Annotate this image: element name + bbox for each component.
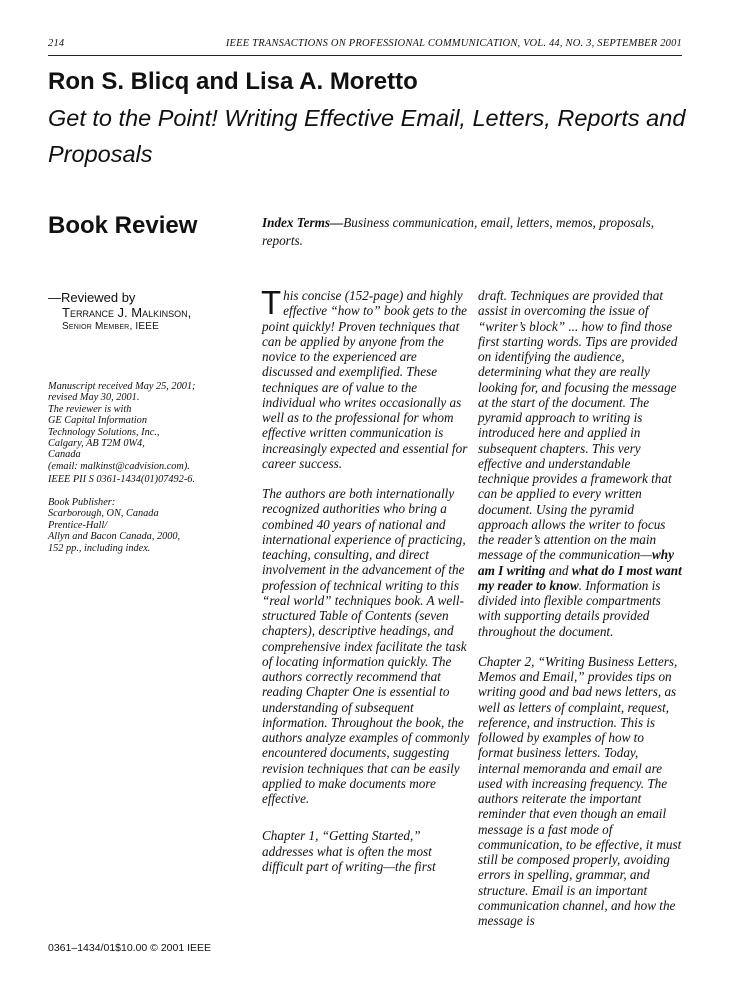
reviewer-role: Senior Member, IEEE — [62, 321, 159, 332]
manuscript-line: Calgary, AB T2M 0W4, — [48, 438, 145, 450]
emphasis-why-writing: why am I writing — [478, 547, 674, 578]
section-title: Book Review — [48, 212, 198, 239]
emphasis-reader-know: what do I most want my reader to know — [478, 562, 682, 593]
index-terms-text: Business communication, email, letters, memos, proposals, reports. — [262, 215, 655, 248]
manuscript-line: The reviewer is with — [48, 403, 132, 415]
pyramid-text-c: . Information is divided into flexible compartments with supporting details provided throughout the document. — [478, 577, 661, 639]
body-column-right — [478, 288, 682, 928]
paragraph-pyramid — [478, 288, 682, 639]
drop-cap: T — [261, 284, 282, 321]
publisher-info — [48, 497, 248, 554]
manuscript-line: Canada — [48, 449, 81, 461]
index-terms-label: Index Terms— — [262, 215, 344, 230]
reviewer-name: Terrance J. Malkinson, — [62, 305, 192, 320]
publisher-line: Scarborough, ON, Canada — [48, 508, 159, 520]
manuscript-line: (email: malkinst@cadvision.com). — [48, 460, 190, 472]
publisher-line: Book Publisher: — [48, 497, 116, 508]
footer-copyright: 0361–1434/01$10.00 © 2001 IEEE — [48, 942, 212, 954]
publisher-line: 152 pp., including index. — [48, 542, 151, 554]
paragraph-intro-text: his concise (152-page) and highly effective “how to” book gets to the point quickly! Proven techniques that can be applied by anyone from the novice to the experienced are discussed and exemplified. These techniques are of value to the individual who writes occasionally as well as to the professional for whom effective written communication is increasingly expected and essential for career success. — [262, 288, 468, 471]
publisher-line: Allyn and Bacon Canada, 2000, — [48, 531, 181, 543]
reviewed-by: —Reviewed by — [48, 290, 136, 305]
manuscript-line: revised May 30, 2001. — [48, 392, 140, 404]
body-column-middle — [261, 284, 470, 874]
paragraph-intro — [261, 284, 470, 471]
reviewer-block — [48, 290, 248, 332]
header-rule — [48, 55, 682, 56]
pyramid-text-and: and — [545, 562, 572, 578]
manuscript-line: GE Capital Information — [48, 415, 147, 427]
publisher-line: Prentice-Hall/ — [48, 519, 108, 531]
page-number: 214 — [48, 38, 65, 49]
manuscript-info — [48, 381, 248, 472]
paragraph-chapter1: Chapter 1, “Getting Started,” addresses what is often the most difficult part of writing—the first — [262, 828, 436, 874]
paragraph-authors: The authors are both internationally recognized authorities who bring a combined 40 years of national and international experience of practicing, teaching, consulting, and direct involvement in the advancement of the profession of technical writing to this “real world” techniques book. A well-structured Table of Contents (seven chapters), descriptive headings, and comprehensive index facilitate the task of locating information quickly. The authors correctly recommend that reading Chapter One is essential to understanding of subsequent information. Throughout the book, the authors analyze examples of commonly encountered documents, suggesting revision techniques that can be easily applied to make documents more effective. — [262, 486, 470, 806]
book-title: Get to the Point! Writing Effective Email, Letters, Reports and Proposals — [48, 105, 686, 167]
journal-header: IEEE TRANSACTIONS ON PROFESSIONAL COMMUNICATION, VOL. 44, NO. 3, SEPTEMBER 2001 — [225, 38, 682, 49]
index-terms — [262, 214, 682, 249]
manuscript-line: Manuscript received May 25, 2001; — [48, 381, 196, 392]
paragraph-chapter2: Chapter 2, “Writing Business Letters, Memos and Email,” provides tips on writing good and bad news letters, as well as letters of complaint, request, reference, and instruction. This is followed by examples of how to format business letters. Today, internal memoranda and email are used with increasing frequency. The authors reiterate the important reminder that even though an email message is a fast mode of communication, to be effective, it must still be composed properly, avoiding errors in spelling, grammar, and structure. Email is an important communication channel, and how the message is — [478, 653, 682, 928]
pyramid-text-a: draft. Techniques are provided that assist in overcoming the issue of “writer’s block” ... how to find those first starting words. Tips are provided on identifying the audience, determining what they are really looking for, and focusing the message at the start of the document. The pyramid approach to writing is introduced here and applied in subsequent chapters. This very effective and understandable technique provides a framework that can be applied to every written document. Using the pyramid approach allows the writer to focus the reader’s attention on the main message of the communication— — [478, 288, 678, 563]
manuscript-line: Technology Solutions, Inc., — [48, 426, 160, 438]
book-authors: Ron S. Blicq and Lisa A. Moretto — [48, 68, 418, 95]
pii: IEEE PII S 0361-1434(01)07492-6. — [48, 474, 195, 485]
